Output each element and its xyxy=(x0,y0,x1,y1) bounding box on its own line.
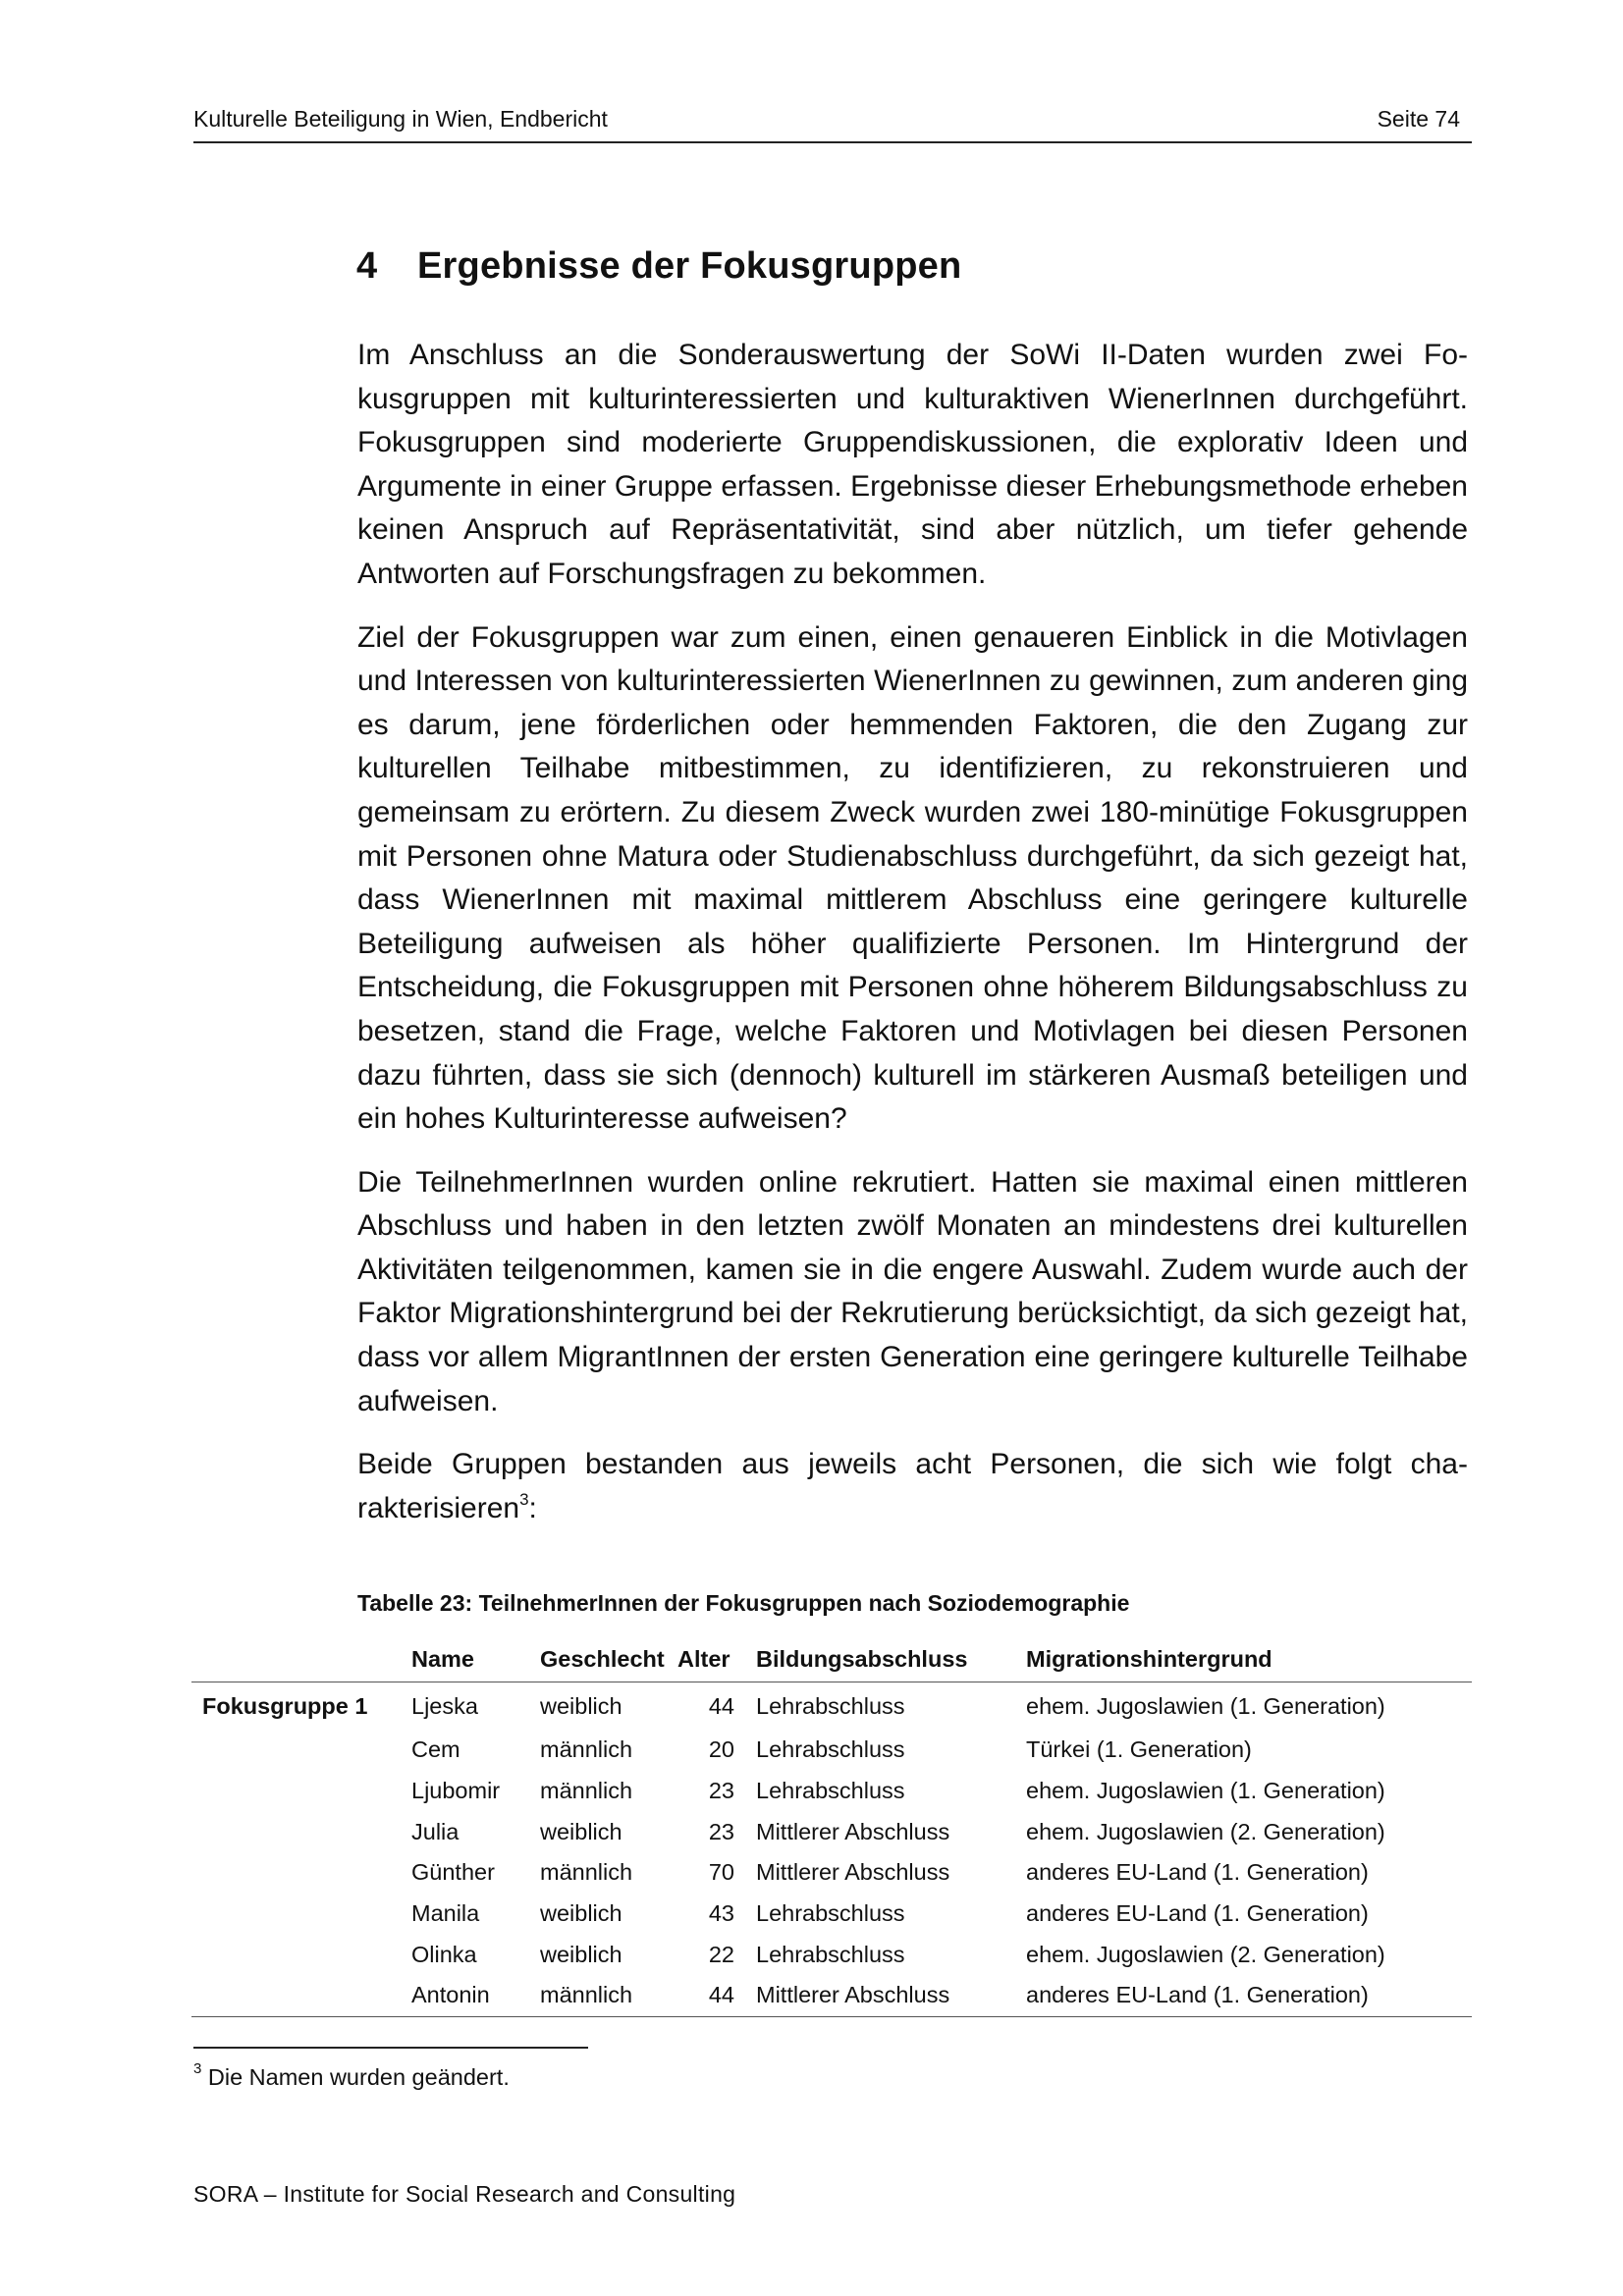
cell-education: Lehrabschluss xyxy=(756,1900,905,1927)
cell-migration: Türkei (1. Generation) xyxy=(1026,1736,1252,1763)
table-row xyxy=(191,1894,1472,1935)
running-header xyxy=(193,106,1472,143)
cell-name: Julia xyxy=(411,1818,460,1844)
footnote-text: Die Namen wurden geändert. xyxy=(201,2064,510,2090)
column-header-age: Alter xyxy=(677,1646,748,1682)
cell-age: 23 xyxy=(708,1778,734,1804)
cell-sex: männlich xyxy=(540,1778,633,1804)
footnote-reference[interactable]: 3 xyxy=(519,1489,529,1509)
cell-sex: weiblich xyxy=(540,1692,622,1719)
cell-name: Cem xyxy=(411,1736,460,1763)
table-row xyxy=(191,1975,1472,2016)
column-header-name: Name xyxy=(411,1646,540,1682)
footnote-separator xyxy=(193,2047,588,2049)
cell-age: 20 xyxy=(708,1736,734,1763)
cell-age: 22 xyxy=(708,1941,734,1967)
table-row xyxy=(191,1682,1472,1731)
chapter-heading xyxy=(356,245,961,288)
cell-name: Antonin xyxy=(411,1975,540,2016)
cell-migration: anderes EU-Land (1. Generation) xyxy=(1026,1975,1472,2016)
cell-migration: ehem. Jugoslawien (2. Generation) xyxy=(1026,1941,1385,1967)
column-header-sex: Geschlecht xyxy=(540,1646,677,1682)
chapter-number: 4 xyxy=(356,245,378,287)
table-header-row xyxy=(191,1646,1472,1682)
cell-migration: ehem. Jugoslawien (2. Generation) xyxy=(1026,1818,1385,1844)
body-text xyxy=(357,334,1468,1530)
chapter-title: Ergebnisse der Fokusgruppen xyxy=(417,245,962,287)
footnote xyxy=(193,2060,510,2091)
cell-sex: weiblich xyxy=(540,1900,622,1927)
cell-age: 70 xyxy=(708,1859,734,1886)
cell-sex: männlich xyxy=(540,1736,633,1763)
table-caption: Tabelle 23: TeilnehmerInnen der Fokusgruppen nach Soziodemographie xyxy=(357,1590,1130,1616)
table-row xyxy=(191,1730,1472,1771)
paragraph-1: Im Anschluss an die Sonderauswertung der SoWi II-Daten wurden zwei Fokusgruppen mit kulturinteressierten und kulturaktiven WienerInnen durchgeführt. Fokusgruppen sind moderierte Gruppendiskussionen, die explorativ Ideen und Argumente in einer Gruppe erfassen. Ergebnisse dieser Erhebungsmethode erheben keinen Anspruch auf Repräsentativität, sind aber nützlich, um tiefer gehende Antworten auf Forschungsfragen zu bekommen. xyxy=(357,339,1468,590)
paragraph-2: Ziel der Fokusgruppen war zum einen, einen genaueren Einblick in die Motivlagen und Interessen von kulturinteressierten WienerInnen zu gewinnen, zum anderen ging es darum, jene förderlichen oder hemmenden Faktoren, die den Zugang zur kulturellen Teilhabe mitbestimmen, zu identifizieren, zu rekonstruieren und gemeinsam zu erörtern. Zu diesem Zweck wurden zwei 180-minütige Fokusgruppen mit Personen ohne Matura oder Studienabschluss durchgeführt, da sich gezeigt hat, dass WienerInnen mit maximal mittlerem Abschluss eine geringere kulturelle Beteiligung aufweisen als höher qualifizierte Personen. Im Hintergrund der Entscheidung, die Fokusgruppen mit Personen ohne höherem Bildungsabschluss zu besetzen, stand die Frage, welche Faktoren und Motivlagen bei diesen Personen dazu führten, dass sie sich (dennoch) kulturell im stärkeren Ausmaß beteiligen und ein hohes Kulturinteresse aufweisen? xyxy=(357,620,1468,1136)
cell-migration: ehem. Jugoslawien (1. Generation) xyxy=(1026,1778,1385,1804)
cell-age: 44 xyxy=(708,1692,734,1719)
paragraph-4 xyxy=(357,1443,1468,1530)
paragraph-4-end: : xyxy=(528,1491,537,1524)
cell-age: 43 xyxy=(708,1900,734,1927)
page-footer: SORA – Institute for Social Research and Consulting xyxy=(193,2181,736,2207)
cell-name: Olinka xyxy=(411,1941,477,1967)
cell-migration: anderes EU-Land (1. Generation) xyxy=(1026,1900,1369,1927)
cell-sex: weiblich xyxy=(540,1818,622,1844)
cell-education: Mittlerer Abschluss xyxy=(756,1818,950,1844)
paragraph-4-text: Beide Gruppen bestanden aus jeweils acht Personen, die sich wie folgt charakterisieren xyxy=(357,1448,1468,1524)
page-number: Seite 74 xyxy=(1377,106,1460,132)
table-row xyxy=(191,1811,1472,1852)
column-header-migration: Migrationshintergrund xyxy=(1026,1646,1472,1682)
cell-education: Lehrabschluss xyxy=(756,1692,905,1719)
table-row xyxy=(191,1771,1472,1812)
footnote-number: 3 xyxy=(193,2060,202,2078)
table-row xyxy=(191,1934,1472,1975)
cell-sex: männlich xyxy=(540,1975,677,2016)
column-header-education: Bildungsabschluss xyxy=(748,1646,1026,1682)
cell-migration: anderes EU-Land (1. Generation) xyxy=(1026,1859,1369,1886)
cell-education: Mittlerer Abschluss xyxy=(748,1975,1026,2016)
cell-name: Ljeska xyxy=(411,1692,478,1719)
cell-age: 44 xyxy=(677,1975,748,2016)
header-title: Kulturelle Beteiligung in Wien, Endbericht xyxy=(193,106,608,132)
cell-sex: männlich xyxy=(540,1859,633,1886)
cell-education: Lehrabschluss xyxy=(756,1736,905,1763)
cell-sex: weiblich xyxy=(540,1941,622,1967)
cell-age: 23 xyxy=(708,1818,734,1844)
column-header-group xyxy=(191,1646,411,1682)
cell-name: Ljubomir xyxy=(411,1778,501,1804)
participants-table xyxy=(191,1646,1472,2017)
cell-name: Günther xyxy=(411,1859,495,1886)
table-row xyxy=(191,1852,1472,1894)
cell-education: Lehrabschluss xyxy=(756,1941,905,1967)
cell-education: Lehrabschluss xyxy=(756,1778,905,1804)
cell-education: Mittlerer Abschluss xyxy=(756,1859,950,1886)
cell-name: Manila xyxy=(411,1900,480,1927)
group-label: Fokusgruppe 1 xyxy=(202,1692,368,1719)
paragraph-3: Die TeilnehmerInnen wurden online rekrutiert. Hatten sie maximal einen mittleren Abschluss und haben in den letzten zwölf Monaten an mindestens drei kulturellen Aktivitäten teilgenommen, kamen sie in die engere Auswahl. Zudem wurde auch der Faktor Migrationshintergrund bei der Rekrutierung berücksichtigt, da sich gezeigt hat, dass vor allem MigrantInnen der ersten Generation eine geringere kulturelle Teilhabe aufweisen. xyxy=(357,1165,1468,1417)
cell-migration: ehem. Jugoslawien (1. Generation) xyxy=(1026,1692,1385,1719)
